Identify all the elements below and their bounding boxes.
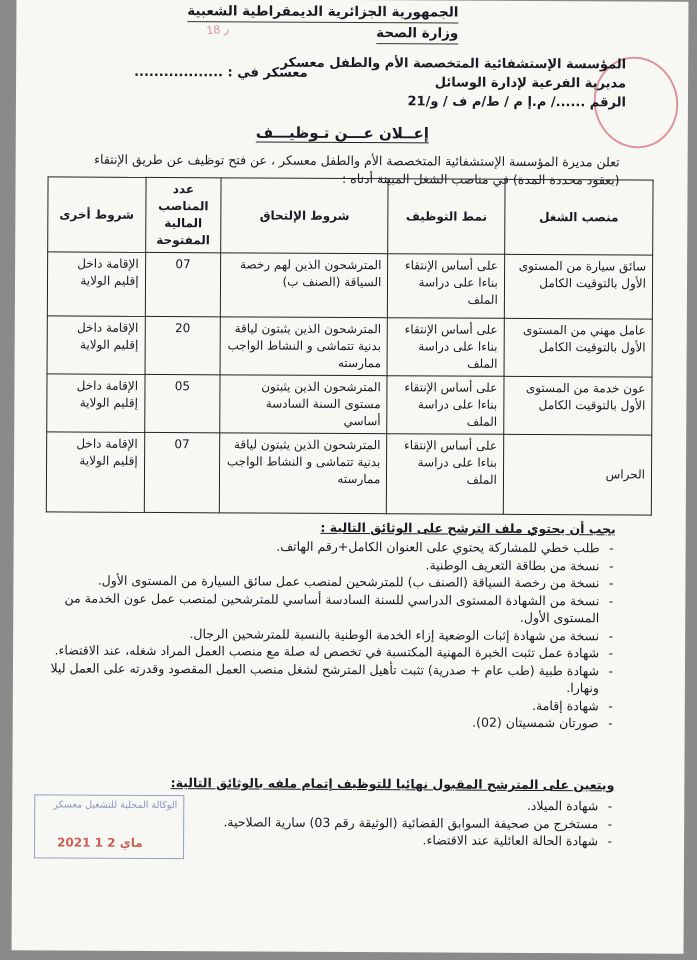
document-page [12, 0, 689, 954]
cell-post: سائق سيارة من المستوى الأول بالتوقيت الكامل [504, 254, 652, 319]
ministry-name: وزارة الصحة [376, 23, 458, 44]
table-row [47, 374, 652, 435]
cell-mode: على أساس الإنتقاء بناءا على دراسة الملف [387, 376, 504, 435]
jobs-table [46, 176, 654, 515]
cell-other: الإقامة داخل إقليم الولاية [47, 316, 145, 375]
list-item: - شهادة الحالة العائلية عند الاقتضاء. [28, 829, 598, 849]
stamp-date: 2021 ماي 2 1 [57, 835, 143, 850]
directorate-name: مديرية الفرعية لإدارة الوسائل [434, 75, 627, 92]
agency-stamp [34, 794, 184, 859]
table-header-row [48, 177, 653, 255]
list-item: - نسخة من شهادة إثبات الوضعية إزاء الخدمة الوطنية بالنسبة للمترشحين الرجال. [29, 624, 599, 644]
table-row [47, 252, 652, 319]
institution-block [280, 54, 626, 113]
location-date: معسكر في : .................. [134, 64, 308, 81]
cell-conditions: المترشحون الذين لهم رخصة السياقة (الصنف ب) [221, 253, 389, 318]
cell-post: الحراس [503, 434, 652, 515]
handwritten-mark: ر 18 [205, 22, 230, 38]
col-header-count: عدد المناصب المالية المفتوحة [145, 177, 221, 252]
table-row [47, 316, 652, 377]
list-item: - صورتان شمسيتان (02). [29, 711, 599, 731]
cell-other: الإقامة داخل إقليم الولاية [47, 374, 145, 433]
table-row [46, 432, 651, 515]
col-header-post: منصب الشغل [505, 179, 654, 255]
required-docs-title: يجب أن يحتوي ملف الترشح على الوثائق التالية : [320, 519, 616, 537]
cell-conditions: المترشحون الذين يثبتون لياقة بدنية تتماشى و النشاط الواجب ممارسته [219, 433, 387, 514]
announcement-title: إعــلان عـــن تـوظيـــف [255, 123, 429, 143]
cell-other: الإقامة داخل إقليم الولاية [47, 252, 145, 317]
col-header-conditions: شروط الإلتحاق [221, 178, 389, 254]
cell-post: عامل مهني من المستوى الأول بالتوقيت الكامل [504, 318, 652, 377]
list-item: - نسخة من بطاقة التعريف الوطنية. [29, 554, 599, 574]
cell-conditions: المترشحون الذين يثبتون مستوى السنة السادسة أساسي [220, 375, 387, 434]
intro-line-2: (بعقود محددة المدة) في مناصب الشغل المبينة أدناه : [341, 170, 620, 188]
cell-other: الإقامة داخل إقليم الولاية [46, 432, 144, 513]
list-item: - نسخة من رخصة السياقة (الصنف ب) للمترشحين لمنصب عمل سائق السيارة من المستوى الأول. [29, 571, 599, 591]
republic-name: الجمهورية الجزائرية الديمقراطية الشعبية [187, 1, 458, 23]
cell-mode: على أساس الإنتقاء بناءا على دراسة الملف [387, 318, 504, 377]
col-header-other: شروط أخرى [48, 177, 146, 253]
cell-post: عون خدمة من المستوى الأول بالتوقيت الكامل [504, 376, 652, 435]
list-item: - شهادة الميلاد. [28, 794, 598, 814]
list-item: - نسخة من الشهادة المستوى الدراسي للسنة السادسة أساسي للمترشحين لمنصب عمل عون الخدمة من المستوى الأول. [29, 589, 599, 627]
stamp-text: الوكالة المحلية للتشغيل معسكر [53, 799, 178, 812]
cell-count: 05 [144, 374, 220, 432]
institution-name: المؤسسة الإستشفائية المتخصصة الأم والطفل معسكر [280, 55, 627, 73]
list-item: - شهادة طبية (طب عام + صدرية) تثبت تأهيل المترشح لشغل منصب العمل المقصود وقدرته على العمل ليلا ونهارا. [29, 659, 599, 697]
cell-mode: على أساس الإنتقاء بناءا على دراسة الملف [388, 254, 505, 319]
intro-line-1: تعلن مديرة المؤسسة الإستشفائية المتخصصة الأم والطفل معسكر ، عن فتح توظيف عن طريق الإنتقاء [94, 151, 620, 170]
final-docs-title: ويتعين على المترشح المقبول نهائيا للتوظيف إتمام ملفه بالوثائق التالية: [170, 775, 615, 793]
cell-count: 07 [144, 432, 220, 512]
list-item: - شهادة عمل تثبت الخبرة المهنية المكتسبة في تخصص له صلة مع منصب العمل المراد شغله، عند الاقتضاء. [29, 641, 599, 661]
list-item: - طلب خطي للمشاركة يحتوي على العنوان الكامل+رقم الهاتف. [30, 536, 600, 556]
list-item: - مستخرج من صحيفة السوابق القضائية (الوثيقة رقم 03) سارية الصلاحية. [28, 812, 598, 832]
required-docs-list [29, 536, 614, 732]
reference-number: الرقم ....../ م.إ م / ط/م ف / و/21 [407, 94, 626, 111]
cell-mode: على أساس الإنتقاء بناءا على دراسة الملف [387, 434, 504, 515]
list-item: - شهادة إقامة. [29, 694, 599, 714]
col-header-mode: نمط التوظيف [388, 179, 505, 255]
cell-count: 20 [145, 316, 221, 374]
cell-conditions: المترشحون الذين يثبتون لياقة بدنية تتماشى و النشاط الواجب ممارسته [220, 317, 387, 376]
cell-count: 07 [145, 252, 221, 316]
